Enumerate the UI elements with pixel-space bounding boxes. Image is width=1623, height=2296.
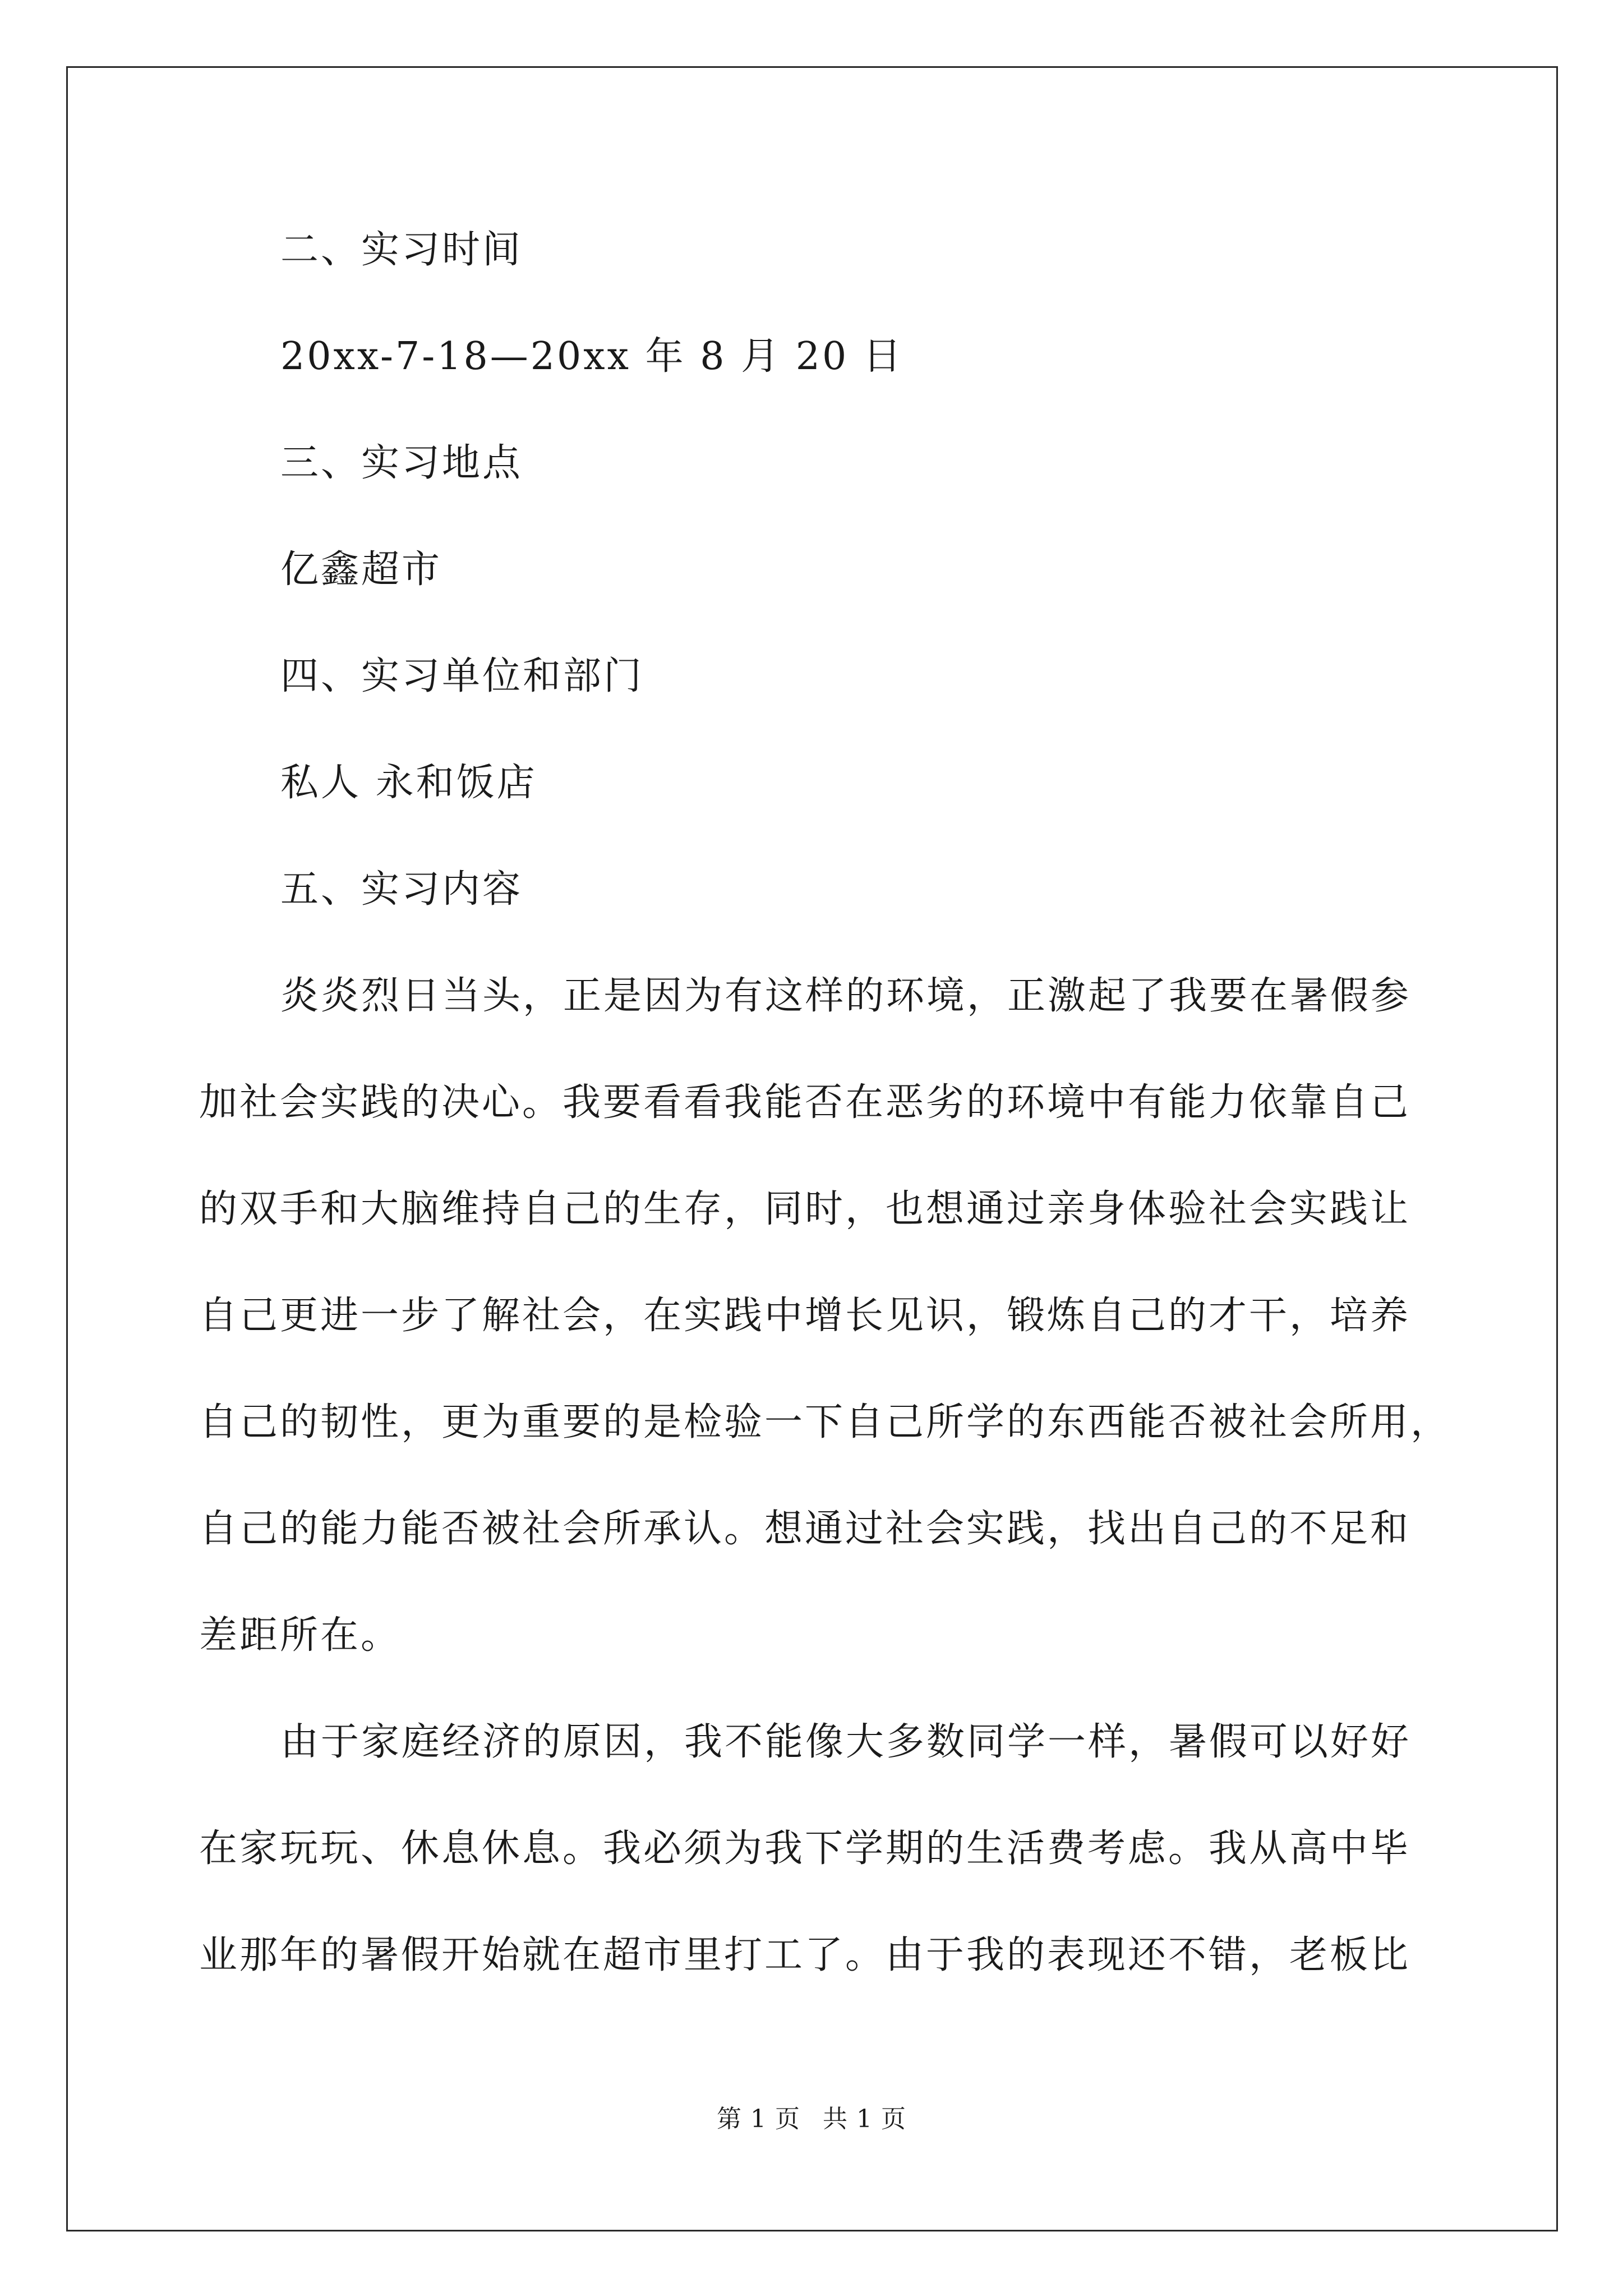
paragraph-1-line: 自己更进一步了解社会，在实践中增长见识，锻炼自己的才干，培养	[199, 1294, 1411, 1338]
section-content-unit: 私人 永和饭店	[280, 761, 537, 805]
page-footer	[0, 2102, 1623, 2136]
paragraph-1-line: 加社会实践的决心。我要看看我能否在恶劣的环境中有能力依靠自己	[199, 1080, 1411, 1125]
paragraph-2-line: 在家玩玩、休息休息。我必须为我下学期的生活费考虑。我从高中毕	[199, 1826, 1411, 1871]
page-total: 共 1 页	[823, 2105, 906, 2133]
paragraph-2-line: 由于家庭经济的原因，我不能像大多数同学一样，暑假可以好好	[280, 1720, 1412, 1764]
paragraph-1-line: 自己的韧性，更为重要的是检验一下自己所学的东西能否被社会所用，	[199, 1400, 1451, 1444]
page-number: 第 1 页	[717, 2105, 800, 2133]
section-heading-unit: 四、实习单位和部门	[280, 654, 644, 698]
paragraph-1-line: 差距所在。	[199, 1613, 402, 1658]
page-border	[66, 66, 1558, 2231]
section-heading-location: 三、实习地点	[280, 441, 523, 485]
paragraph-1-line: 炎炎烈日当头，正是因为有这样的环境，正激起了我要在暑假参	[280, 974, 1412, 1018]
section-heading-content: 五、实习内容	[280, 867, 523, 912]
section-content-time: 20xx-7-18—20xx 年 8 月 20 日	[280, 334, 903, 379]
section-content-location: 亿鑫超市	[280, 547, 442, 592]
section-heading-time: 二、实习时间	[280, 228, 523, 272]
paragraph-1-line: 的双手和大脑维持自己的生存，同时，也想通过亲身体验社会实践让	[199, 1187, 1411, 1231]
paragraph-2-line: 业那年的暑假开始就在超市里打工了。由于我的表现还不错，老板比	[199, 1933, 1411, 1977]
paragraph-1-line: 自己的能力能否被社会所承认。想通过社会实践，找出自己的不足和	[199, 1507, 1411, 1551]
